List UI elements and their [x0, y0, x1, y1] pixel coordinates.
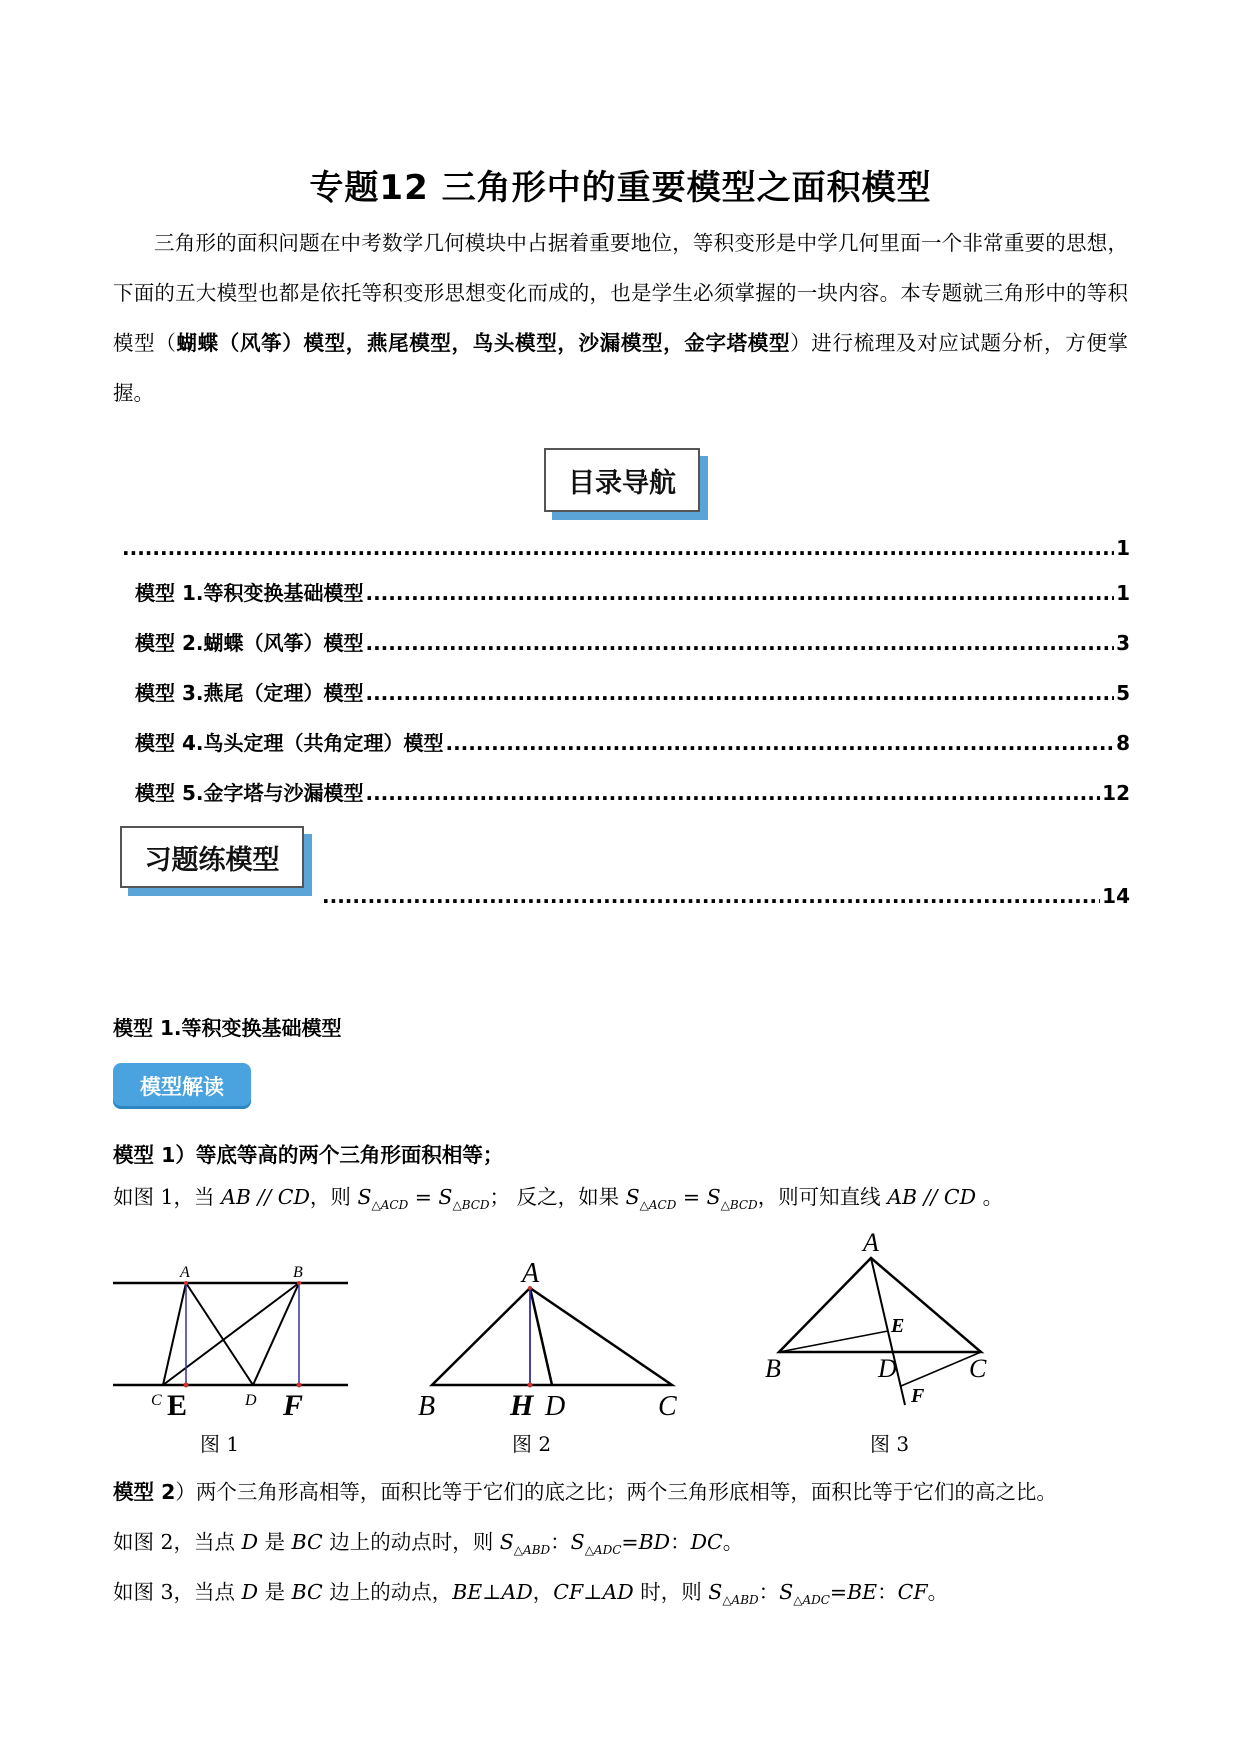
fig1-label-f: F	[283, 1389, 304, 1422]
toc-practice-line[interactable]	[320, 884, 1130, 914]
toc-item-5[interactable]	[135, 777, 1130, 807]
fig3-label-a: A	[863, 1228, 879, 1257]
toc-item-3[interactable]	[135, 677, 1130, 707]
toc-dots	[322, 884, 1100, 908]
toc-page: 3	[1116, 631, 1130, 655]
fig2-label-d: D	[545, 1391, 566, 1422]
intro-bold-models: 蝴蝶（风筝）模型，燕尾模型，鸟头模型，沙漏模型，金字塔模型	[176, 331, 791, 355]
toc-page: 1	[1116, 536, 1130, 560]
fig2-label-c: C	[658, 1391, 677, 1422]
fig1-label-d: D	[245, 1392, 257, 1409]
toc-page: 1	[1116, 581, 1130, 605]
fig1-label-c: C	[151, 1392, 162, 1409]
fig2-label-a: A	[522, 1258, 540, 1289]
intro-paragraph	[113, 218, 1128, 418]
model2-statement: 模型 2）两个三角形高相等，面积比等于它们的底之比；两个三角形底相等，面积比等于它们的高之比。	[113, 1480, 1057, 1504]
toc-item-2[interactable]	[135, 627, 1130, 657]
intro-text-2: ）进行梳理及对应试题分析，方便掌握。	[113, 331, 1129, 405]
fig1-label-e: E	[167, 1389, 188, 1422]
page-title: 专题12 三角形中的重要模型之面积模型	[309, 168, 932, 208]
toc-page: 12	[1102, 781, 1130, 805]
toc-page: 5	[1116, 681, 1130, 705]
figure-1-caption: 图 1	[200, 1432, 240, 1456]
fig3-label-e: E	[891, 1315, 905, 1337]
model1-heading: 模型 1）等底等高的两个三角形面积相等；	[113, 1143, 504, 1167]
toc-dots	[365, 581, 1114, 605]
fig1-label-a: A	[180, 1264, 190, 1281]
toc-dots	[365, 781, 1100, 805]
toc-dots	[122, 536, 1114, 560]
model-reading-badge: 模型解读	[113, 1063, 251, 1109]
toc-page: 14	[1102, 884, 1130, 908]
figure-3-caption: 图 3	[870, 1432, 910, 1456]
toc-nav-box: 目录导航	[544, 448, 700, 512]
section-heading: 模型 1.等积变换基础模型	[113, 1016, 342, 1040]
toc-dots	[445, 731, 1114, 755]
fig3-label-b: B	[765, 1354, 781, 1383]
toc-item-label: 模型 4.鸟头定理（共角定理）模型	[135, 731, 444, 755]
figure-3	[765, 1225, 1005, 1415]
fig3-relation: 如图 3，当点 D 是 BC 边上的动点，BE⊥AD，CF⊥AD 时，则 $S_{\triangle ABD}$：$S_{\triangle ADC}=BE$：CF。	[113, 1580, 949, 1608]
practice-box: 习题练模型	[120, 826, 304, 888]
figure-2	[410, 1250, 680, 1430]
model1-statement: 如图 1，当 AB // CD，则 $S_{\triangle ACD} = S_{\triangle BCD}$； 反之，如果 $S_{\triangle ACD} = S_{\triangle BCD}$，则可知直线 AB // CD 。	[113, 1185, 1004, 1213]
fig3-label-d: D	[878, 1354, 897, 1383]
fig2-label-h: H	[510, 1389, 534, 1422]
toc-top-line[interactable]	[120, 536, 1130, 566]
toc-item-label: 模型 3.燕尾（定理）模型	[135, 681, 364, 705]
intro-text-1: 三角形的面积问题在中考数学几何模块中占据着重要地位，等积变形是中学几何里面一个非常重要的思想，下面的五大模型也都是依托等积变形思想变化而成的，也是学生必须掌握的一块内容。本专题就三角形中的等积模型（	[113, 231, 1128, 355]
fig2-label-b: B	[418, 1391, 436, 1422]
fig3-label-c: C	[969, 1354, 987, 1383]
toc-dots	[365, 681, 1114, 705]
toc-item-label: 模型 1.等积变换基础模型	[135, 581, 364, 605]
toc-dots	[365, 631, 1114, 655]
toc-page: 8	[1116, 731, 1130, 755]
figure-2-caption: 图 2	[512, 1432, 552, 1456]
toc-item-4[interactable]	[135, 727, 1130, 757]
toc-item-label: 模型 5.金字塔与沙漏模型	[135, 781, 364, 805]
toc-item-1[interactable]	[135, 577, 1130, 607]
figure-1	[113, 1250, 358, 1430]
fig3-label-f: F	[911, 1385, 925, 1407]
fig1-label-b: B	[293, 1264, 303, 1281]
fig2-relation: 如图 2，当点 D 是 BC 边上的动点时，则 $S_{\triangle ABD}$：$S_{\triangle ADC}=BD$：DC。	[113, 1530, 744, 1558]
toc-item-label: 模型 2.蝴蝶（风筝）模型	[135, 631, 364, 655]
